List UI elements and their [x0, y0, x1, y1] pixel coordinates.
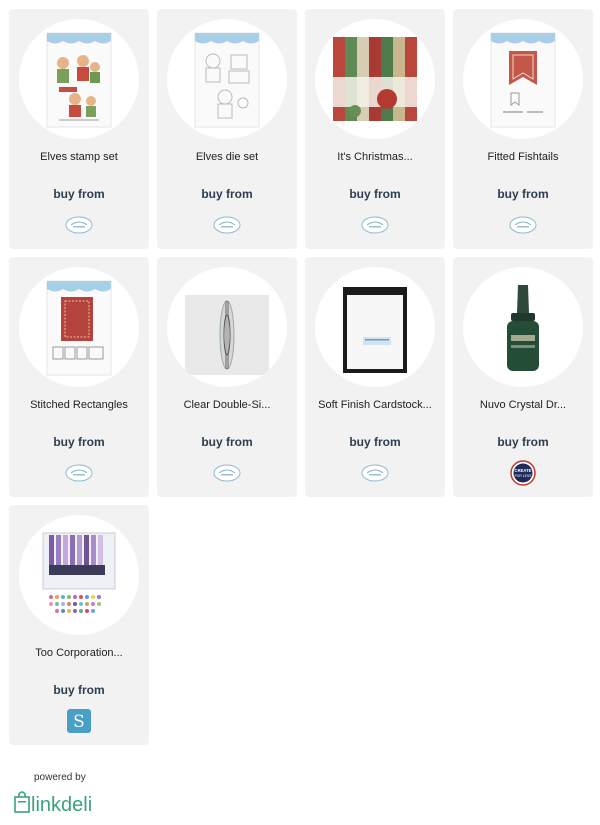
buy-from-button[interactable]: buy from [201, 435, 253, 449]
product-card[interactable] [9, 9, 149, 249]
product-card[interactable] [157, 257, 297, 497]
product-card[interactable] [305, 257, 445, 497]
product-card[interactable] [157, 9, 297, 249]
buy-from-button[interactable]: buy from [53, 435, 105, 449]
elizabeth-craft-logo-icon[interactable] [509, 213, 537, 237]
product-card[interactable] [9, 505, 149, 745]
elizabeth-craft-logo-icon[interactable] [361, 213, 389, 237]
buy-from-button[interactable]: buy from [349, 187, 401, 201]
elizabeth-craft-logo-icon[interactable] [361, 461, 389, 485]
buy-from-button[interactable]: buy from [53, 683, 105, 697]
product-card[interactable] [453, 257, 593, 497]
buy-from-button[interactable]: buy from [497, 187, 549, 201]
tape-roll-thumbnail[interactable] [167, 267, 287, 387]
fishtail-die-thumbnail[interactable] [463, 19, 583, 139]
nuvo-bottle-thumbnail[interactable] [463, 267, 583, 387]
product-title[interactable]: It's Christmas... [337, 151, 413, 163]
elizabeth-craft-logo-icon[interactable] [65, 213, 93, 237]
buy-from-button[interactable]: buy from [349, 435, 401, 449]
buy-from-button[interactable]: buy from [53, 187, 105, 201]
elizabeth-craft-logo-icon[interactable] [213, 213, 241, 237]
linkdeli-logo[interactable] [14, 790, 114, 816]
product-title[interactable]: Fitted Fishtails [487, 151, 559, 163]
product-title[interactable]: Nuvo Crystal Dr... [479, 399, 567, 411]
powered-by-label: powered by [34, 772, 86, 783]
product-title[interactable]: Stitched Rectangles [30, 399, 128, 411]
buy-from-button[interactable]: buy from [201, 187, 253, 201]
linkdeli-wordmark: linkdeli [31, 794, 93, 816]
product-card[interactable] [453, 9, 593, 249]
elves-stamp-thumbnail[interactable] [19, 19, 139, 139]
cardstock-thumbnail[interactable] [315, 267, 435, 387]
store-logo-text: CREATE [514, 468, 532, 473]
product-title[interactable]: Soft Finish Cardstock... [318, 399, 432, 411]
elizabeth-craft-logo-icon[interactable] [213, 461, 241, 485]
product-title[interactable]: Clear Double-Si... [183, 399, 271, 411]
product-title[interactable]: Elves die set [195, 151, 259, 163]
product-card[interactable] [305, 9, 445, 249]
markers-set-thumbnail[interactable] [19, 515, 139, 635]
buy-from-button[interactable]: buy from [497, 435, 549, 449]
create-for-less-logo-icon[interactable] [509, 461, 537, 485]
store-logo-text: FOR LESS [514, 474, 532, 478]
stitched-rectangles-thumbnail[interactable] [19, 267, 139, 387]
elves-die-thumbnail[interactable] [167, 19, 287, 139]
product-grid [9, 9, 593, 745]
store-logo-text: S [73, 712, 85, 732]
product-title[interactable]: Too Corporation... [35, 647, 123, 659]
shopping-bag-icon [15, 792, 29, 812]
elizabeth-craft-logo-icon[interactable] [65, 461, 93, 485]
product-title[interactable]: Elves stamp set [40, 151, 118, 163]
product-card[interactable] [9, 257, 149, 497]
christmas-paper-thumbnail[interactable] [315, 19, 435, 139]
scrapbook-s-logo-icon[interactable] [65, 709, 93, 733]
